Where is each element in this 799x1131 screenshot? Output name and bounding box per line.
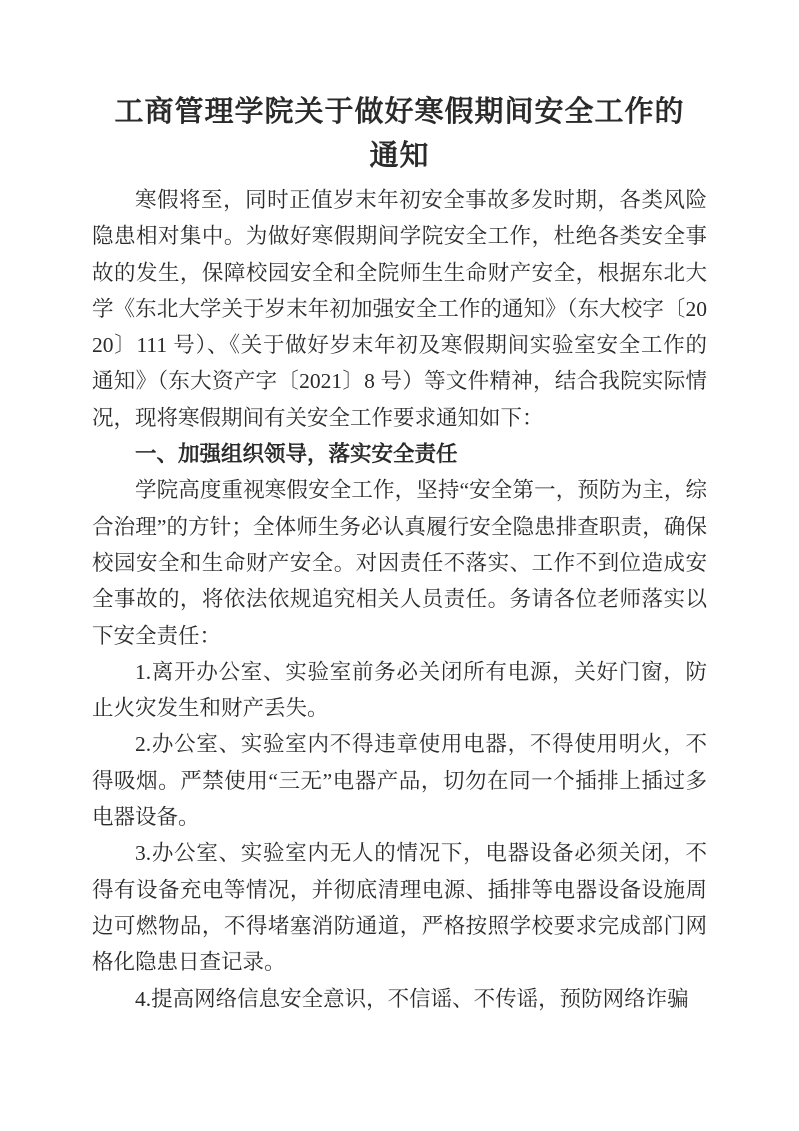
paragraph: 1.离开办公室、实验室前务必关闭所有电源，关好门窗，防止火灾发生和财产丢失。 bbox=[92, 659, 707, 721]
paragraph: 4.提高网络信息安全意识，不信谣、不传谣，预防网络诈骗 bbox=[135, 986, 689, 1011]
title-line-1: 工商管理学院关于做好寒假期间安全工作的 bbox=[114, 96, 685, 128]
section-heading: 一、加强组织领导，落实安全责任 bbox=[135, 442, 458, 467]
paragraph: 寒假将至，同时正值岁末年初安全事故多发时期，各类风险隐患相对集中。为做好寒假期间学院安全工作，杜绝各类安全事故的发生，保障校园安全和全院师生生命财产安全，根据东北大学《东北大学关于岁末年初加强安全工作的通知》（东大校字〔2020〕111 号）、《关于做好岁末年初及寒假期间实验室安全工作的通知》（东大资产字〔2021〕8 号）等文件精神，结合我院实际情况，现将寒假期间有关安全工作要求通知如下： bbox=[92, 188, 707, 430]
paragraph: 学院高度重视寒假安全工作，坚持“安全第一，预防为主，综合治理”的方针；全体师生务必认真履行安全隐患排查职责，确保校园安全和生命财产安全。对因责任不落实、工作不到位造成安全事故的，将依法依规追究相关人员责任。务请各位老师落实以下安全责任： bbox=[92, 478, 707, 648]
paragraph: 3.办公室、实验室内无人的情况下，电器设备必须关闭，不得有设备充电等情况，并彻底清理电源、插排等电器设备设施周边可燃物品，不得堵塞消防通道，严格按照学校要求完成部门网格化隐患日查记录。 bbox=[92, 841, 707, 975]
document-body bbox=[92, 182, 707, 1017]
document-title bbox=[92, 90, 707, 178]
title-line-2: 通知 bbox=[369, 140, 430, 172]
paragraph: 2.办公室、实验室内不得违章使用电器，不得使用明火，不得吸烟。严禁使用“三无”电器产品，切勿在同一个插排上插过多电器设备。 bbox=[92, 732, 707, 830]
